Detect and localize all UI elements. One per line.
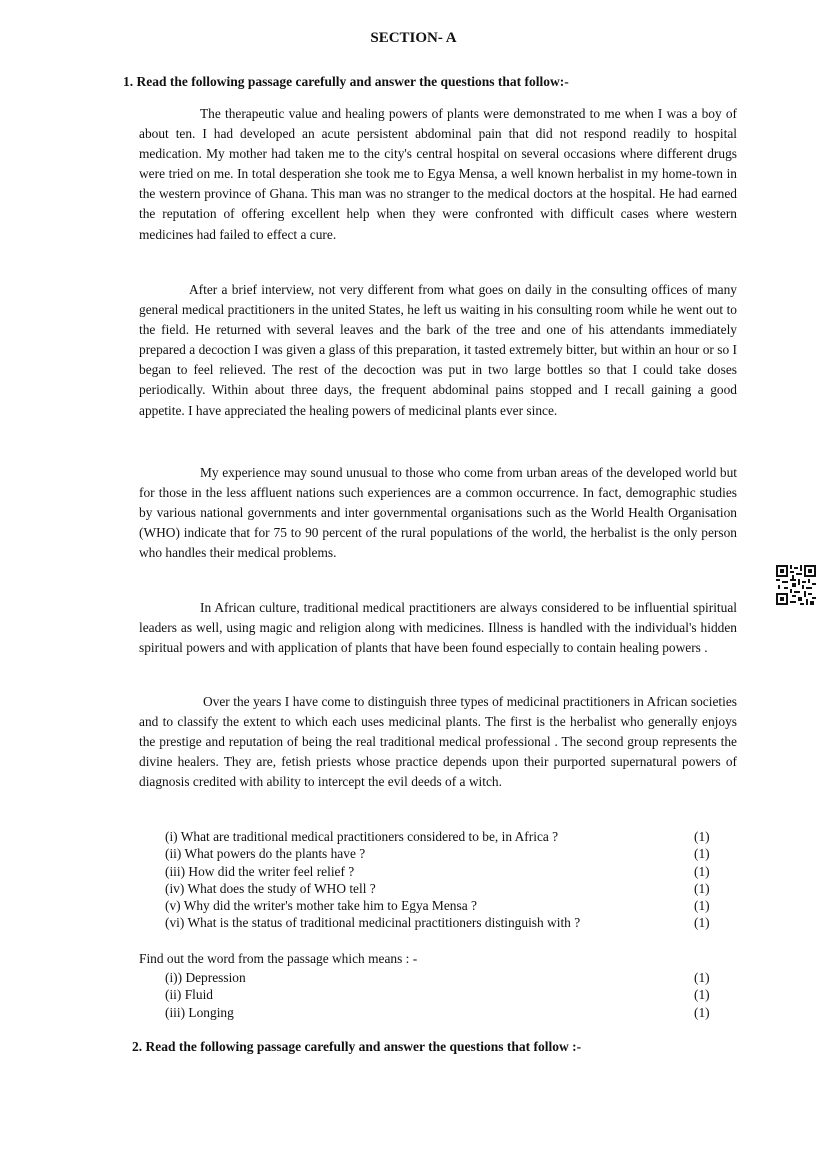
word-item: [165, 986, 722, 1003]
question-text: (ii) What powers do the plants have ?: [165, 846, 366, 862]
word-marks: (1): [694, 970, 710, 985]
qr-code-icon: [776, 565, 816, 605]
question-2-heading: 2. Read the following passage carefully and answer the questions that follow :-: [132, 1039, 582, 1054]
word-text: (iii) Longing: [165, 1004, 234, 1020]
find-word-prompt: Find out the word from the passage which means : -: [139, 951, 418, 966]
question-item: [165, 897, 722, 914]
passage-paragraph-2: After a brief interview, not very different from what goes on daily in the consulting offices of many general medical practitioners in the united States, he left us waiting in his consulting room while he went out to the field. He returned with several leaves and the bark of the tree and one of his attendants immediately prepared a decoction I was given a glass of this preparation, it tasted extremely bitter, but within an hour or so I began to feel relieved. The rest of the decoction was put in two large bottles so that I could take doses periodically. Within about three days, the frequent abdominal pains stopped and I recall gaining a good appetite. I have appreciated the healing powers of medicinal plants ever since.: [139, 282, 737, 418]
question-item: [165, 845, 722, 862]
question-marks: (1): [694, 880, 710, 896]
question-item: [165, 828, 722, 845]
question-text: (iii) How did the writer feel relief ?: [165, 863, 355, 879]
question-item: [165, 863, 722, 880]
question-marks: (1): [694, 846, 710, 862]
passage-paragraph-4: In African culture, traditional medical practitioners are always considered to be influential spiritual leaders as well, using magic and religion along with medicines. Illness is handled with the individual's hidden spiritual powers and with application of plants that have been found especially to contain healing powers .: [139, 600, 737, 656]
word-item: [165, 969, 722, 986]
question-marks: (1): [694, 829, 710, 844]
question-text: (vi) What is the status of traditional medicinal practitioners distinguish with ?: [165, 915, 581, 931]
question-marks: (1): [694, 898, 710, 914]
passage-paragraph-1: The therapeutic value and healing powers of plants were demonstrated to me when I was a boy of about ten. I had developed an acute persistent abdominal pain that did not respond readily to hospital medication. My mother had taken me to the city's central hospital on several occasions where different drugs were tried on me. In total desperation she took me to Egya Mensa, a well known herbalist in my home-town in the western province of Ghana. This man was no stranger to the medical doctors at the hospital. He had earned the reputation of offering excellent help when they were confronted with difficult cases where western medicines had failed to effect a cure.: [139, 106, 737, 242]
passage-paragraph-5: Over the years I have come to distinguish three types of medicinal practitioners in African societies and to classify the extent to which each uses medicinal plants. The first is the herbalist who generally enjoys the prestige and reputation of being the real traditional medical professional . The second group represents the divine healers. They are, fetish priests whose practice depends upon their purported supernatural powers of diagnosis credited with ability to intercept the evil deeds of a witch.: [139, 694, 737, 790]
word-text: (i)) Depression: [165, 970, 246, 985]
question-text: (i) What are traditional medical practitioners considered to be, in Africa ?: [165, 829, 559, 844]
question-marks: (1): [694, 915, 710, 931]
comprehension-questions: [165, 828, 722, 932]
question-marks: (1): [694, 863, 710, 879]
question-text: (v) Why did the writer's mother take him to Egya Mensa ?: [165, 898, 477, 914]
passage-paragraph-3: My experience may sound unusual to those who come from urban areas of the developed world but for those in the less affluent nations such experiences are a common occurrence. In fact, demographic studies by various national governments and inter governmental organisations such as the World Health Organisation (WHO) indicate that for 75 to 90 percent of the rural populations of the world, the herbalist is the only person who handles their medical problems.: [139, 465, 737, 561]
word-marks: (1): [694, 987, 710, 1003]
section-title: SECTION- A: [370, 30, 457, 46]
question-text: (iv) What does the study of WHO tell ?: [165, 880, 376, 896]
word-marks: (1): [694, 1004, 710, 1020]
question-1-heading: 1. Read the following passage carefully and answer the questions that follow:-: [123, 74, 569, 89]
question-item: [165, 914, 722, 931]
word-text: (ii) Fluid: [165, 987, 213, 1003]
question-item: [165, 880, 722, 897]
word-item: [165, 1004, 722, 1021]
vocabulary-questions: [165, 969, 722, 1021]
